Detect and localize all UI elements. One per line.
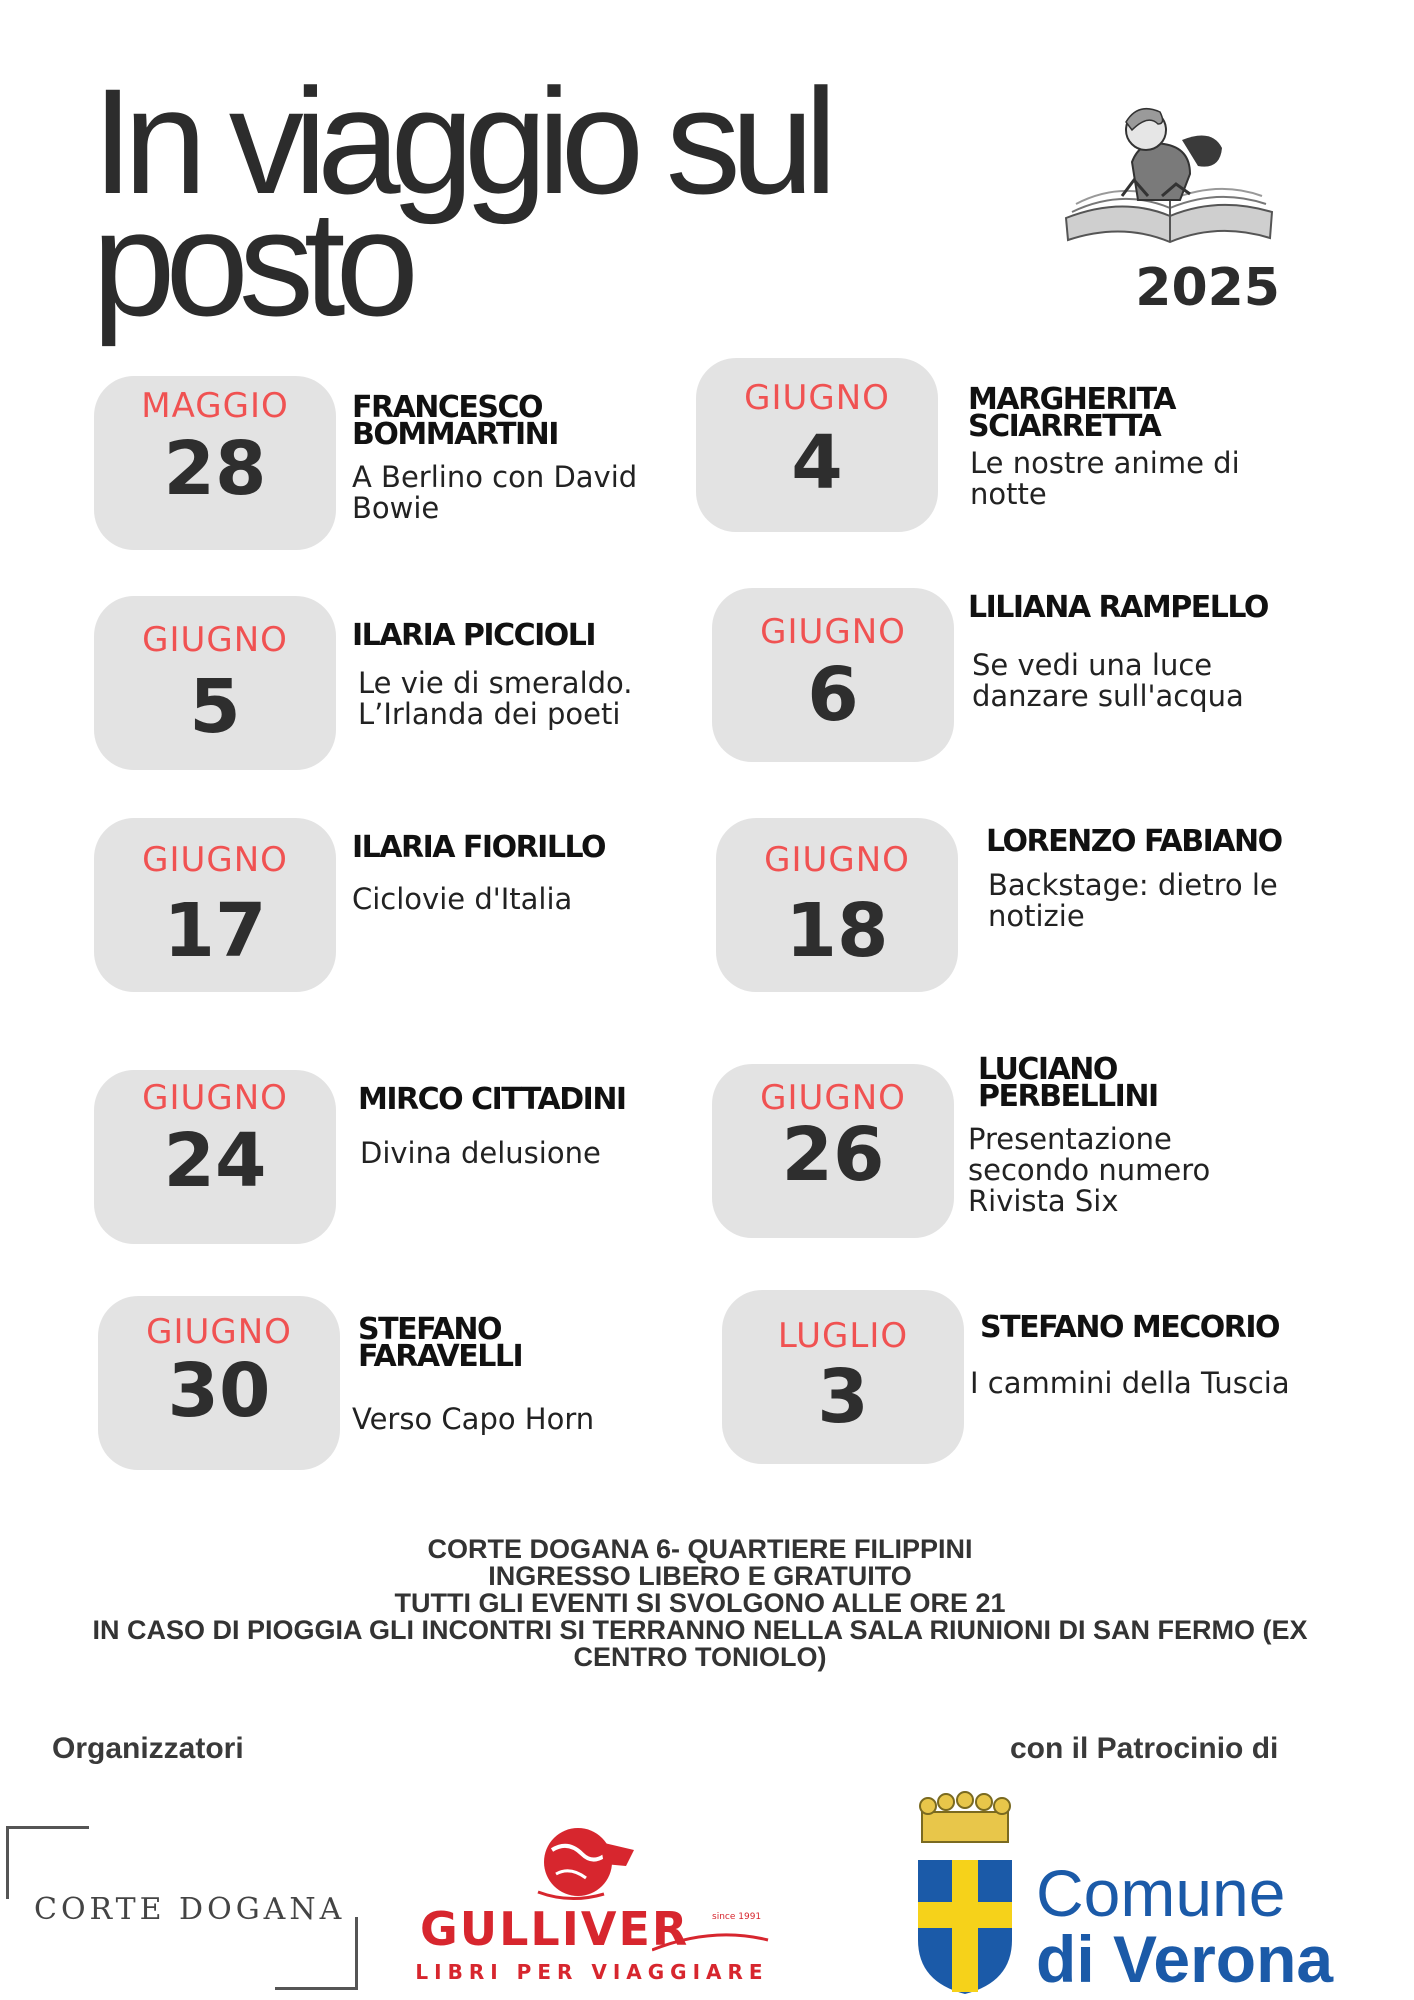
logo-frame-corner <box>6 1826 89 1899</box>
event-author: STEFANO FARAVELLI <box>358 1312 523 1374</box>
event-month: GIUGNO <box>142 840 288 880</box>
event-month: GIUGNO <box>142 1078 288 1118</box>
event-author: FRANCESCO BOMMARTINI <box>352 390 558 452</box>
date-box <box>98 1296 340 1470</box>
event-month: GIUGNO <box>760 1078 906 1118</box>
poster-title <box>92 57 932 347</box>
event-day: 17 <box>163 888 267 974</box>
event-author: ILARIA PICCIOLI <box>352 618 596 653</box>
gulliver-swoosh <box>652 1920 772 1960</box>
boy-reading-book-illustration <box>1062 100 1276 250</box>
date-box <box>94 1070 336 1244</box>
event-talk: Presentazione secondo numero Rivista Six <box>968 1122 1211 1218</box>
event-month: GIUGNO <box>146 1312 292 1352</box>
date-box <box>94 818 336 992</box>
event-day: 18 <box>785 888 889 974</box>
gulliver-since: since 1991 <box>712 1912 762 1922</box>
event-month: GIUGNO <box>142 620 288 660</box>
event-talk: Ciclovie d'Italia <box>352 882 573 916</box>
date-box <box>712 1064 954 1238</box>
verona-crown-shield-logo <box>912 1790 1022 1995</box>
gulliver-globe-logo <box>530 1820 640 1906</box>
event-talk: Le nostre anime di notte <box>970 446 1240 511</box>
date-box <box>722 1290 964 1464</box>
event-day: 4 <box>791 420 843 506</box>
gulliver-tagline: LIBRI PER VIAGGIARE <box>415 1960 769 1984</box>
gulliver-wordmark: GULLIVER <box>420 1902 690 1956</box>
event-author: LORENZO FABIANO <box>986 824 1282 859</box>
organizers-label: Organizzatori <box>52 1732 244 1765</box>
date-box <box>712 588 954 762</box>
event-month: GIUGNO <box>744 378 890 418</box>
info-location: CORTE DOGANA 6- QUARTIERE FILIPPINI <box>427 1534 973 1564</box>
comune-di-verona-logo <box>912 1790 1372 1995</box>
event-info <box>70 1536 1330 1671</box>
year: 2025 <box>1135 258 1280 318</box>
gulliver-logo <box>412 1820 772 1990</box>
verona-wordmark-line-1: Comune <box>1036 1856 1286 1930</box>
event-day: 26 <box>781 1112 885 1198</box>
event-talk: Backstage: dietro le notizie <box>988 868 1278 933</box>
info-time: TUTTI GLI EVENTI SI SVOLGONO ALLE ORE 21 <box>394 1588 1006 1618</box>
event-day: 30 <box>167 1348 271 1434</box>
info-free-entry: INGRESSO LIBERO E GRATUITO <box>488 1561 912 1591</box>
event-day: 24 <box>163 1118 267 1204</box>
event-talk: I cammini della Tuscia <box>970 1366 1290 1400</box>
corte-dogana-wordmark: CORTE DOGANA <box>34 1892 346 1927</box>
event-day: 3 <box>817 1354 869 1440</box>
event-day: 6 <box>807 652 859 738</box>
event-author: LUCIANO PERBELLINI <box>978 1052 1158 1114</box>
verona-wordmark-line-2: di Verona <box>1036 1922 1334 1996</box>
event-talk: Verso Capo Horn <box>352 1402 595 1436</box>
event-month: GIUGNO <box>764 840 910 880</box>
event-author: MIRCO CITTADINI <box>358 1082 626 1117</box>
event-day: 5 <box>189 664 241 750</box>
event-author: LILIANA RAMPELLO <box>968 590 1268 625</box>
event-talk: Le vie di smeraldo. L’Irlanda dei poeti <box>358 666 633 731</box>
event-month: LUGLIO <box>777 1316 909 1356</box>
event-talk: Divina delusione <box>360 1136 601 1170</box>
date-box <box>716 818 958 992</box>
logo-frame-corner <box>275 1917 358 1990</box>
corte-dogana-logo <box>6 1826 362 1990</box>
info-rain-venue: IN CASO DI PIOGGIA GLI INCONTRI SI TERRANNO NELLA SALA RIUNIONI DI SAN FERMO (EX <box>92 1615 1308 1645</box>
event-talk: Se vedi una luce danzare sull'acqua <box>972 648 1244 713</box>
event-month: MAGGIO <box>141 386 289 426</box>
date-box <box>94 376 336 550</box>
event-author: STEFANO MECORIO <box>980 1310 1280 1345</box>
event-day: 28 <box>163 426 267 512</box>
event-author: MARGHERITA SCIARRETTA <box>968 382 1176 444</box>
title-line-1: In viaggio sul <box>92 57 828 225</box>
patronage-label: con il Patrocinio di <box>1010 1732 1279 1765</box>
title-line-2: posto <box>92 179 409 347</box>
info-rain-venue-cont: CENTRO TONIOLO) <box>573 1642 827 1672</box>
date-box <box>696 358 938 532</box>
event-month: GIUGNO <box>760 612 906 652</box>
date-box <box>94 596 336 770</box>
event-talk: A Berlino con David Bowie <box>352 460 638 525</box>
event-author: ILARIA FIORILLO <box>352 830 606 865</box>
